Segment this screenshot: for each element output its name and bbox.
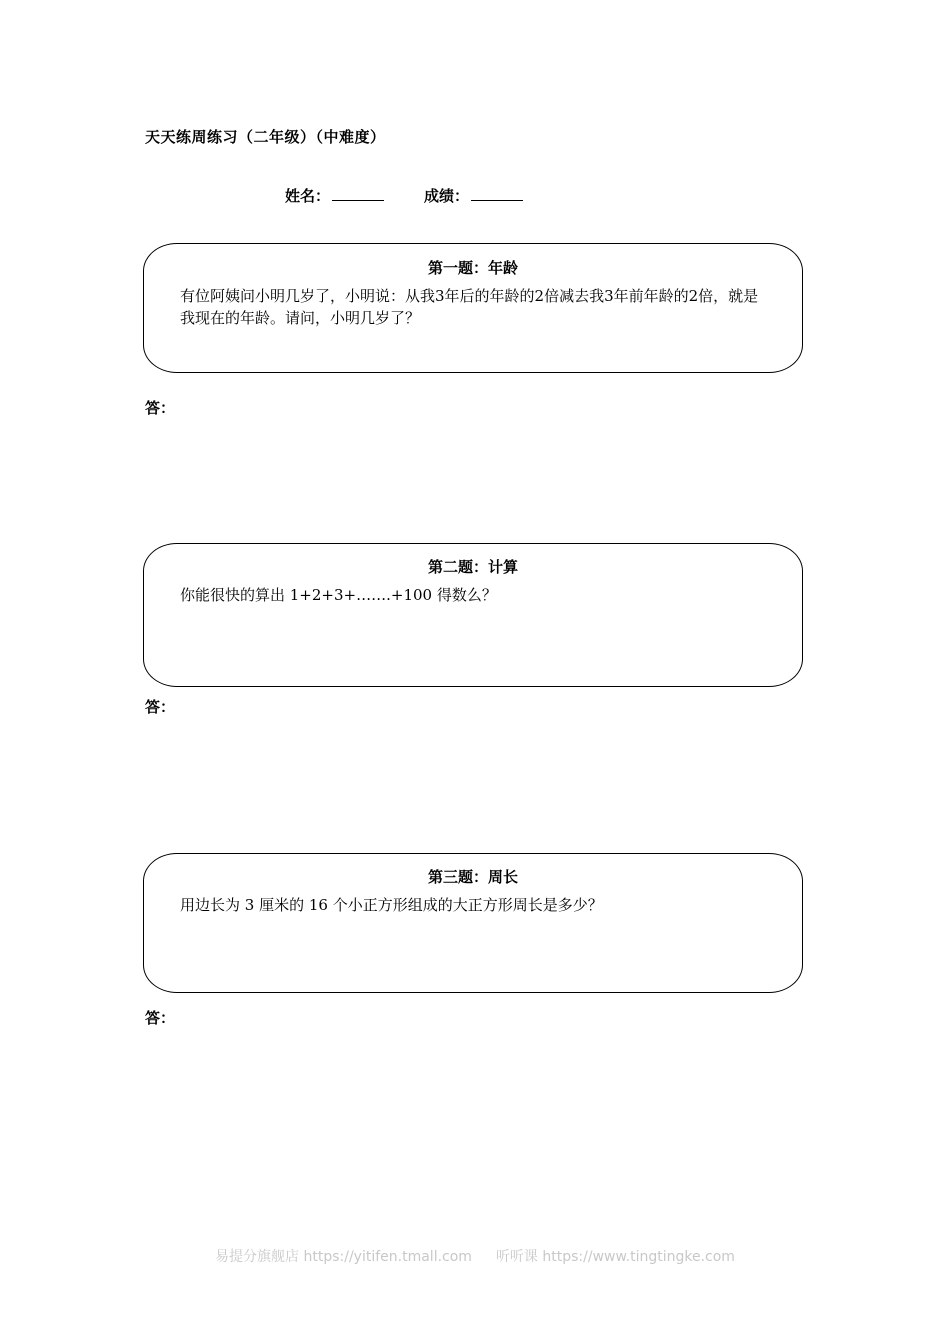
- score-field: [424, 185, 523, 206]
- page-title: 天天练周练习（二年级）（中难度）: [145, 128, 386, 146]
- question-box-1: [143, 243, 803, 373]
- name-blank[interactable]: [332, 186, 384, 201]
- footer-watermark: [0, 1246, 950, 1266]
- name-field: [285, 185, 384, 206]
- question-title: 第二题：计算: [427, 558, 518, 576]
- question-box-2: [143, 543, 803, 687]
- answer-label-1: 答：: [145, 399, 176, 417]
- question-title: 第三题：周长: [427, 868, 518, 886]
- answer-label-2: 答：: [145, 698, 176, 716]
- question-text: 你能很快的算出 1+2+3+…….+100 得数么？: [180, 586, 497, 604]
- question-box-3: [143, 853, 803, 993]
- answer-label-3: 答：: [145, 1009, 176, 1027]
- score-label: 成绩：: [424, 187, 470, 205]
- name-label: 姓名：: [285, 187, 331, 205]
- footer-left-link[interactable]: 易提分旗舰店 https://yitifen.tmall.com: [215, 1249, 472, 1265]
- score-blank[interactable]: [471, 186, 523, 201]
- question-title: 第一题：年龄: [427, 259, 518, 277]
- footer-right-link[interactable]: 听听课 https://www.tingtingke.com: [495, 1249, 735, 1265]
- question-text: 用边长为 3 厘米的 16 个小正方形组成的大正方形周长是多少？: [180, 896, 603, 914]
- question-text: 有位阿姨问小明几岁了，小明说：从我3年后的年龄的2倍减去我3年前年龄的2倍，就是我现在的年龄。请问，小明几岁了？: [180, 287, 759, 327]
